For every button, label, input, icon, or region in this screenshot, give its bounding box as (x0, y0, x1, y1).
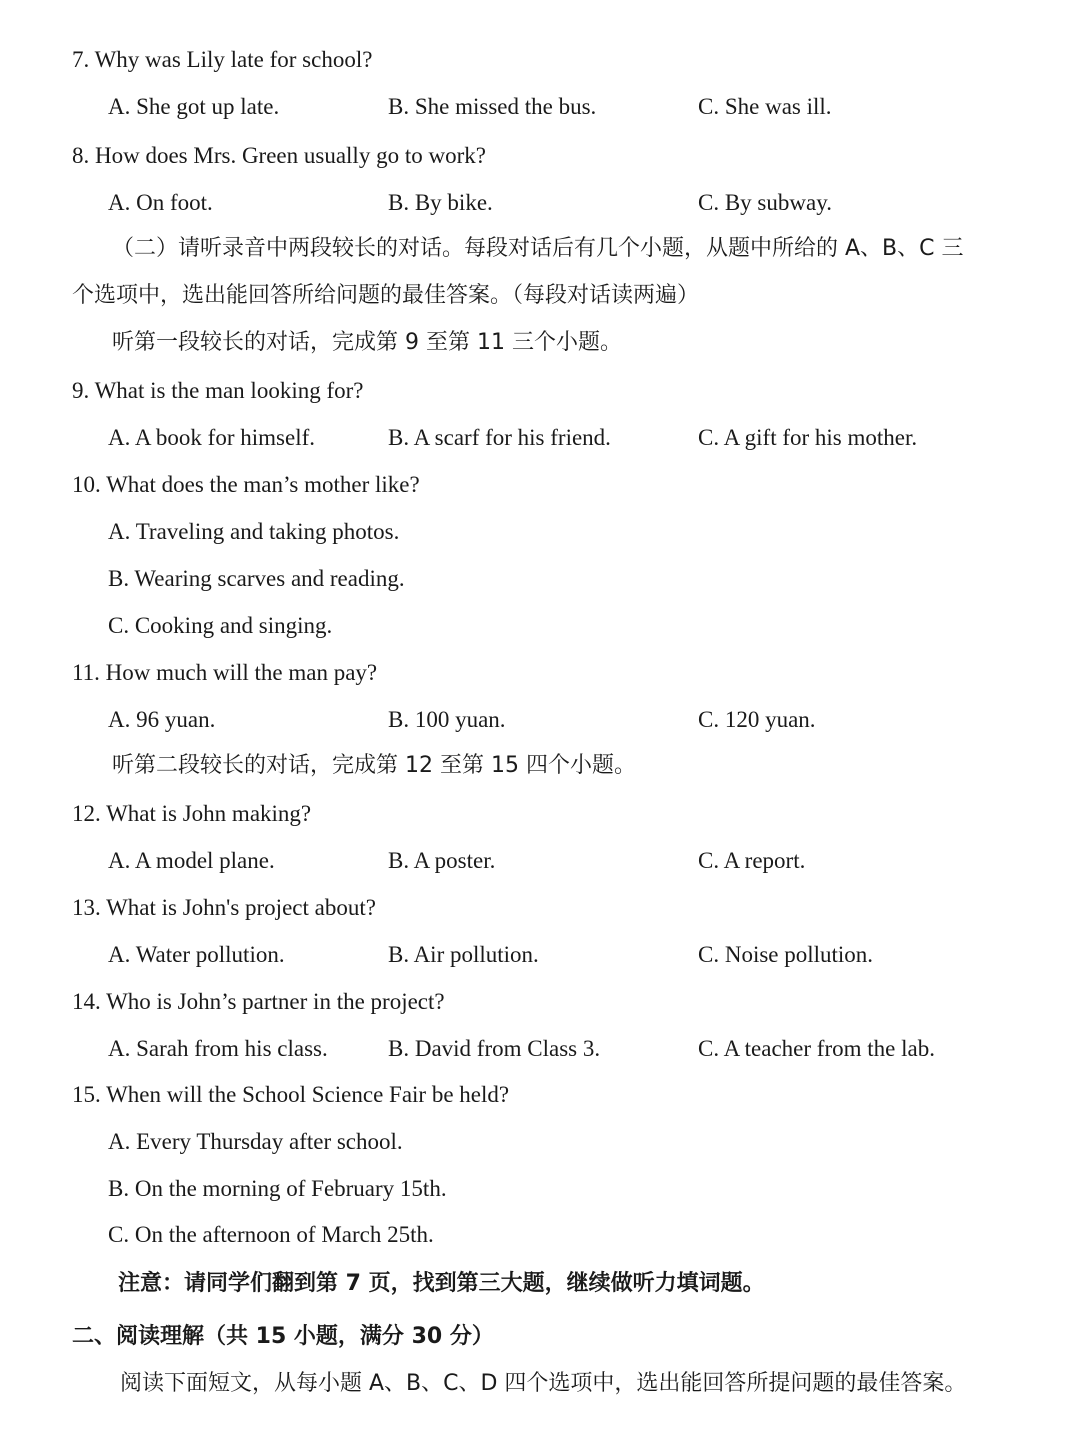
q7-option-a: A. She got up late. (108, 94, 280, 119)
q14-option-a: A. Sarah from his class. (108, 1036, 328, 1061)
q9-option-a: A. A book for himself. (108, 425, 315, 450)
question-9: 9. What is the man looking for? (72, 378, 364, 403)
q14-option-c: C. A teacher from the lab. (698, 1036, 935, 1061)
q10-option-a: A. Traveling and taking photos. (108, 519, 400, 544)
q14-option-b: B. David from Class 3. (388, 1036, 601, 1061)
q8-option-a: A. On foot. (108, 190, 213, 215)
question-8: 8. How does Mrs. Green usually go to work? (72, 143, 486, 168)
q12-option-a: A. A model plane. (108, 848, 275, 873)
q15-option-b: B. On the morning of February 15th. (108, 1176, 447, 1201)
question-11: 11. How much will the man pay? (72, 660, 378, 685)
q13-option-a: A. Water pollution. (108, 942, 285, 967)
section-two-instruction-line1: （二）请听录音中两段较长的对话。每段对话后有几个小题，从题中所给的 A、B、C 三 (112, 236, 964, 261)
q15-option-c: C. On the afternoon of March 25th. (108, 1222, 434, 1247)
question-13: 13. What is John's project about? (72, 895, 376, 920)
q8-option-c: C. By subway. (698, 190, 832, 215)
q11-option-b: B. 100 yuan. (388, 707, 506, 732)
q12-option-c: C. A report. (698, 848, 806, 873)
q9-option-b: B. A scarf for his friend. (388, 425, 611, 450)
q13-option-c: C. Noise pollution. (698, 942, 874, 967)
q9-option-c: C. A gift for his mother. (698, 425, 918, 450)
q7-option-c: C. She was ill. (698, 94, 832, 119)
page-turn-note: 注意：请同学们翻到第 7 页，找到第三大题，继续做听力填词题。 (118, 1271, 765, 1296)
q15-option-a: A. Every Thursday after school. (108, 1129, 403, 1154)
q10-option-c: C. Cooking and singing. (108, 613, 333, 638)
q13-option-b: B. Air pollution. (388, 942, 539, 967)
section-two-instruction-line2: 个选项中，选出能回答所给问题的最佳答案。（每段对话读两遍） (72, 283, 700, 308)
reading-section-instruction: 阅读下面短文，从每小题 A、B、C、D 四个选项中，选出能回答所提问题的最佳答案。 (120, 1371, 967, 1396)
question-7: 7. Why was Lily late for school? (72, 47, 373, 72)
dialogue-1-intro: 听第一段较长的对话，完成第 9 至第 11 三个小题。 (112, 330, 622, 355)
q7-option-b: B. She missed the bus. (388, 94, 597, 119)
question-14: 14. Who is John’s partner in the project? (72, 989, 445, 1014)
q8-option-b: B. By bike. (388, 190, 493, 215)
question-15: 15. When will the School Science Fair be held? (72, 1082, 510, 1107)
q11-option-a: A. 96 yuan. (108, 707, 216, 732)
question-10: 10. What does the man’s mother like? (72, 472, 420, 497)
q11-option-c: C. 120 yuan. (698, 707, 816, 732)
q12-option-b: B. A poster. (388, 848, 496, 873)
question-12: 12. What is John making? (72, 801, 312, 826)
reading-section-heading: 二、阅读理解（共 15 小题，满分 30 分） (72, 1324, 494, 1349)
q10-option-b: B. Wearing scarves and reading. (108, 566, 405, 591)
dialogue-2-intro: 听第二段较长的对话，完成第 12 至第 15 四个小题。 (112, 753, 636, 778)
